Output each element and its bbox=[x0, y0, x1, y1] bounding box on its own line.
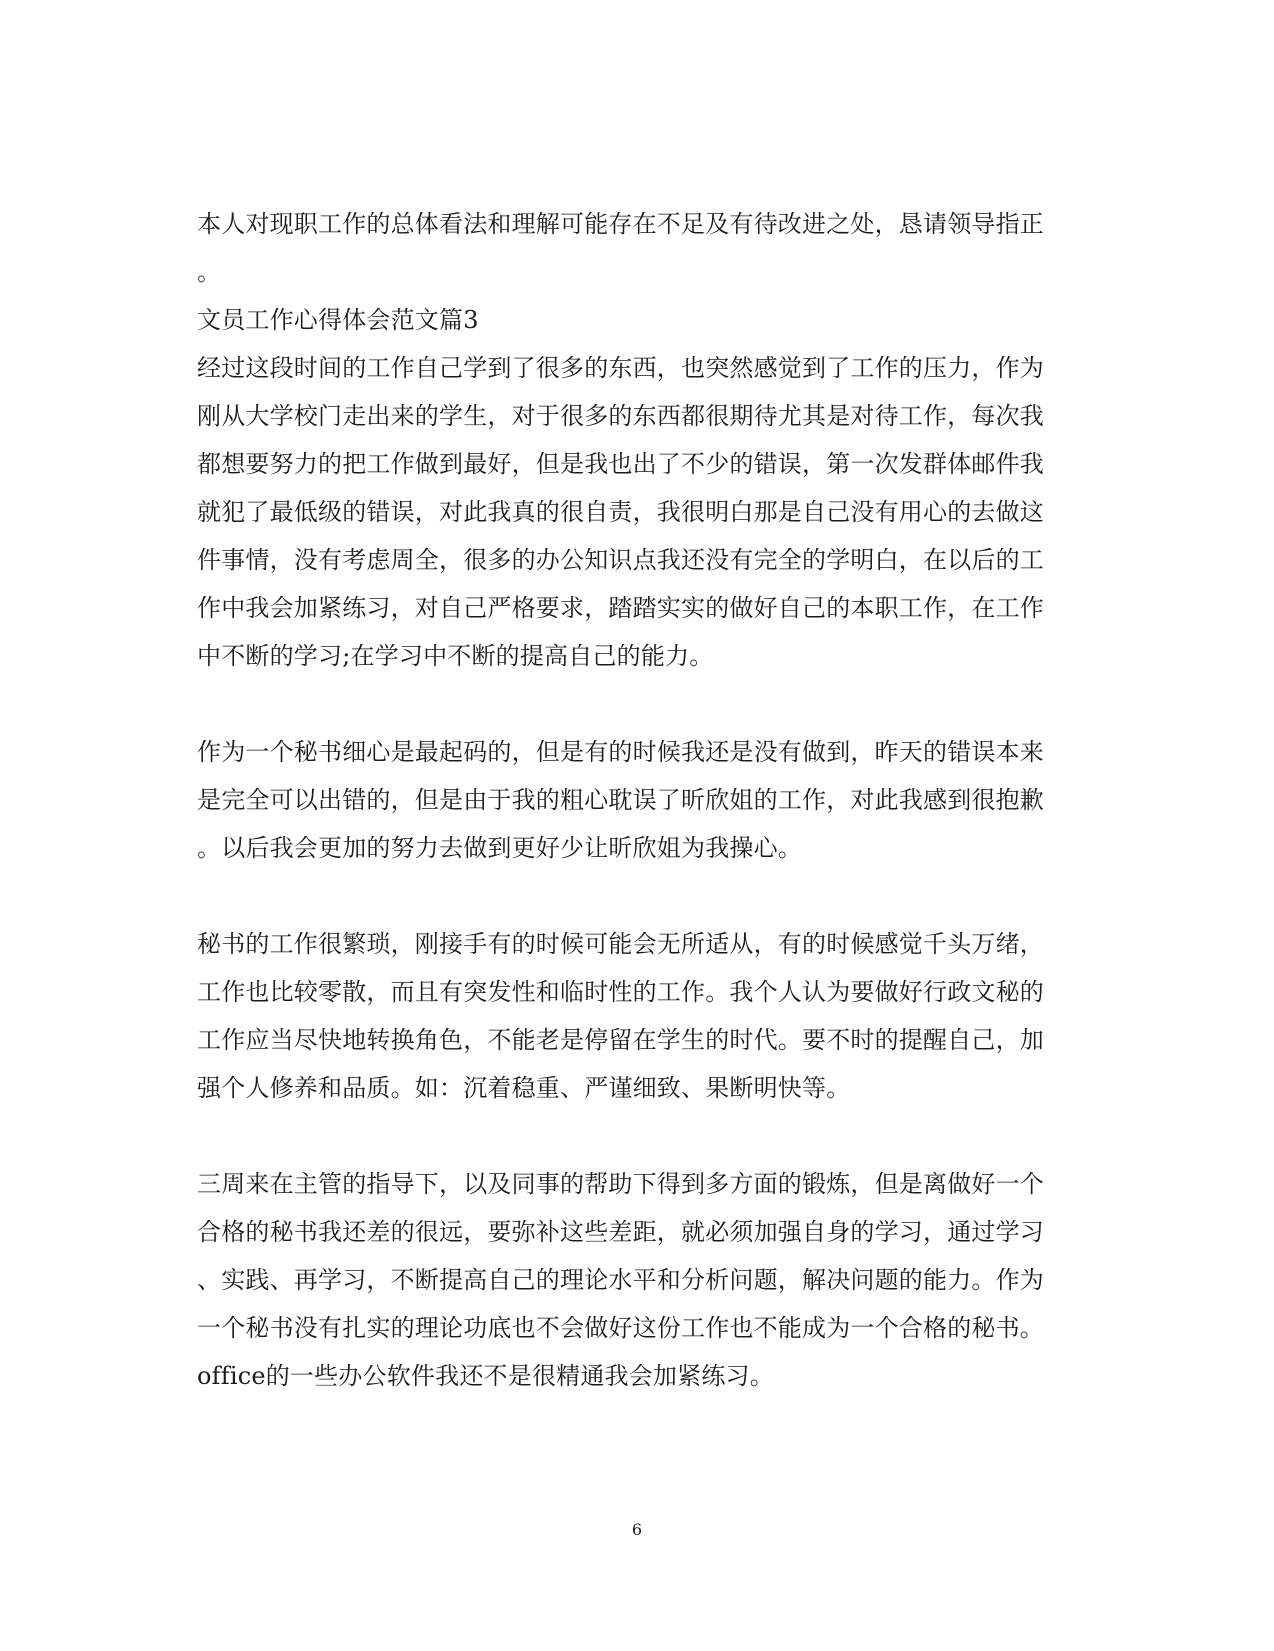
document-body bbox=[197, 200, 1077, 1400]
text-line: 经过这段时间的工作自己学到了很多的东西，也突然感觉到了工作的压力，作为 bbox=[197, 354, 1044, 382]
text-line: 秘书的工作很繁琐，刚接手有的时候可能会无所适从，有的时候感觉千头万绪， bbox=[197, 930, 1044, 958]
text-line: 合格的秘书我还差的很远，要弥补这些差距，就必须加强自身的学习，通过学习 bbox=[197, 1218, 1044, 1246]
page-number: 6 bbox=[631, 1520, 643, 1539]
text-line: 中不断的学习;在学习中不断的提高自己的能力。 bbox=[197, 642, 714, 670]
text-line: office的一些办公软件我还不是很精通我会加紧练习。 bbox=[197, 1362, 774, 1390]
text-line: 作中我会加紧练习，对自己严格要求，踏踏实实的做好自己的本职工作，在工作 bbox=[197, 594, 1044, 622]
text-line: 本人对现职工作的总体看法和理解可能存在不足及有待改进之处，恳请领导指正 bbox=[197, 210, 1044, 238]
text-line: 三周来在主管的指导下，以及同事的帮助下得到多方面的锻炼，但是离做好一个 bbox=[197, 1170, 1044, 1198]
text-line: 工作应当尽快地转换角色，不能老是停留在学生的时代。要不时的提醒自己，加 bbox=[197, 1026, 1044, 1054]
text-line: 就犯了最低级的错误，对此我真的很自责，我很明白那是自己没有用心的去做这 bbox=[197, 498, 1044, 526]
text-line: 。以后我会更加的努力去做到更好少让昕欣姐为我操心。 bbox=[197, 834, 802, 862]
text-line: 刚从大学校门走出来的学生，对于很多的东西都很期待尤其是对待工作，每次我 bbox=[197, 402, 1044, 430]
text-line: 。 bbox=[197, 258, 222, 286]
paragraph-gap bbox=[197, 680, 1077, 728]
section-heading: 文员工作心得体会范文篇3 bbox=[197, 306, 479, 334]
text-line: 都想要努力的把工作做到最好，但是我也出了不少的错误，第一次发群体邮件我 bbox=[197, 450, 1044, 478]
paragraph-gap bbox=[197, 872, 1077, 920]
text-line: 作为一个秘书细心是最起码的，但是有的时候我还是没有做到，昨天的错误本来 bbox=[197, 738, 1044, 766]
text-line: 是完全可以出错的，但是由于我的粗心耽误了昕欣姐的工作，对此我感到很抱歉 bbox=[197, 786, 1044, 814]
text-line: 一个秘书没有扎实的理论功底也不会做好这份工作也不能成为一个合格的秘书。 bbox=[197, 1314, 1044, 1342]
text-line: 、实践、再学习，不断提高自己的理论水平和分析问题，解决问题的能力。作为 bbox=[197, 1266, 1044, 1294]
paragraph-gap bbox=[197, 1112, 1077, 1160]
text-line: 强个人修养和品质。如：沉着稳重、严谨细致、果断明快等。 bbox=[197, 1074, 851, 1102]
text-line: 件事情，没有考虑周全，很多的办公知识点我还没有完全的学明白，在以后的工 bbox=[197, 546, 1044, 574]
text-line: 工作也比较零散，而且有突发性和临时性的工作。我个人认为要做好行政文秘的 bbox=[197, 978, 1044, 1006]
